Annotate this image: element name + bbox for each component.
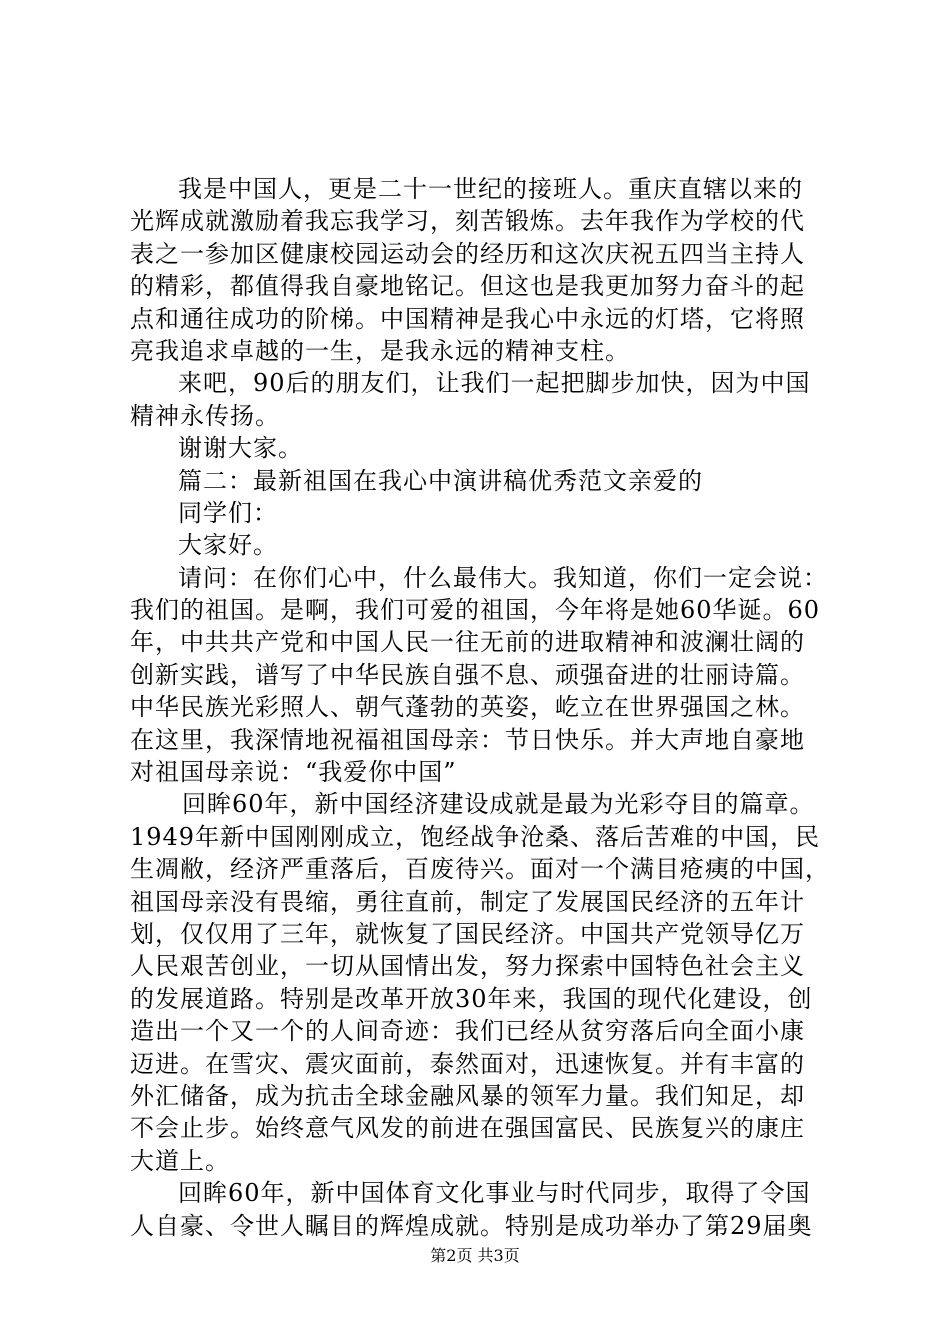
section-heading: 篇二：最新祖国在我心中演讲稿优秀范文亲爱的 [178, 466, 703, 495]
paragraph-line: 点和通往成功的阶梯。中国精神是我心中永远的灯塔，它将照 [130, 304, 805, 333]
paragraph-line: 1949年新中国刚刚成立，饱经战争沧桑、落后苦难的中国，民 [130, 822, 821, 851]
paragraph-line: 中华民族光彩照人、朝气蓬勃的英姿，屹立在世界强国之林。 [130, 693, 805, 722]
paragraph-line: 光辉成就激励着我忘我学习，刻苦锻炼。去年我作为学校的代 [130, 207, 805, 236]
paragraph-line: 人民艰苦创业，一切从国情出发，努力探索中国特色社会主义 [130, 952, 805, 981]
paragraph-line: 不会止步。始终意气风发的前进在强国富民、民族复兴的康庄 [130, 1114, 805, 1143]
greeting-line: 大家好。 [178, 531, 278, 560]
paragraph-line: 回眸60年，新中国体育文化事业与时代同步，取得了令国 [178, 1179, 811, 1208]
paragraph-line: 外汇储备，成为抗击全球金融风暴的领军力量。我们知足，却 [130, 1081, 805, 1110]
paragraph-line: 我们的祖国。是啊，我们可爱的祖国，今年将是她60华诞。60 [130, 596, 821, 625]
paragraph-line: 谢谢大家。 [178, 434, 303, 463]
paragraph-line: 表之一参加区健康校园运动会的经历和这次庆祝五四当主持人 [130, 239, 805, 268]
page-number-footer: 第2页 共3页 [430, 1246, 520, 1265]
paragraph-line: 的精彩，都值得我自豪地铭记。但这也是我更加努力奋斗的起 [130, 272, 805, 301]
paragraph-line: 划，仅仅用了三年，就恢复了国民经济。中国共产党领导亿万 [130, 919, 805, 948]
paragraph-line: 创新实践，谱写了中华民族自强不息、顽强奋进的壮丽诗篇。 [130, 660, 805, 689]
paragraph-line: 在这里，我深情地祝福祖国母亲：节日快乐。并大声地自豪地 [130, 725, 805, 754]
document-body [130, 173, 830, 1242]
paragraph-line: 祖国母亲没有畏缩，勇往直前，制定了发展国民经济的五年计 [130, 887, 805, 916]
paragraph-line: 精神永传扬。 [130, 401, 280, 430]
paragraph-line: 亮我追求卓越的一生，是我永远的精神支柱。 [130, 336, 630, 365]
paragraph-line: 年，中共共产党和中国人民一往无前的进取精神和波澜壮阔的 [130, 628, 805, 657]
paragraph-line: 大道上。 [130, 1146, 230, 1175]
paragraph-line: 的发展道路。特别是改革开放30年来，我国的现代化建设，创 [130, 984, 813, 1013]
paragraph-line: 对祖国母亲说：“我爱你中国” [130, 758, 457, 787]
salutation-line: 同学们： [178, 498, 278, 527]
paragraph-line: 回眸60年，新中国经济建设成就是最为光彩夺目的篇章。 [182, 790, 815, 819]
paragraph-line: 来吧，90后的朋友们，让我们一起把脚步加快，因为中国 [178, 369, 811, 398]
paragraph-line: 我是中国人，更是二十一世纪的接班人。重庆直辖以来的 [178, 175, 803, 203]
paragraph-line: 迈进。在雪灾、震灾面前，泰然面对，迅速恢复。并有丰富的 [130, 1049, 805, 1078]
paragraph-line: 生凋敝，经济严重落后，百废待兴。面对一个满目疮痍的中国， [130, 855, 830, 884]
paragraph-line: 人自豪、令世人瞩目的辉煌成就。特别是成功举办了第29届奥 [130, 1211, 813, 1240]
paragraph-line: 请问：在你们心中，什么最伟大。我知道，你们一定会说： [178, 563, 828, 592]
paragraph-line: 造出一个又一个的人间奇迹：我们已经从贫穷落后向全面小康 [130, 1017, 805, 1046]
